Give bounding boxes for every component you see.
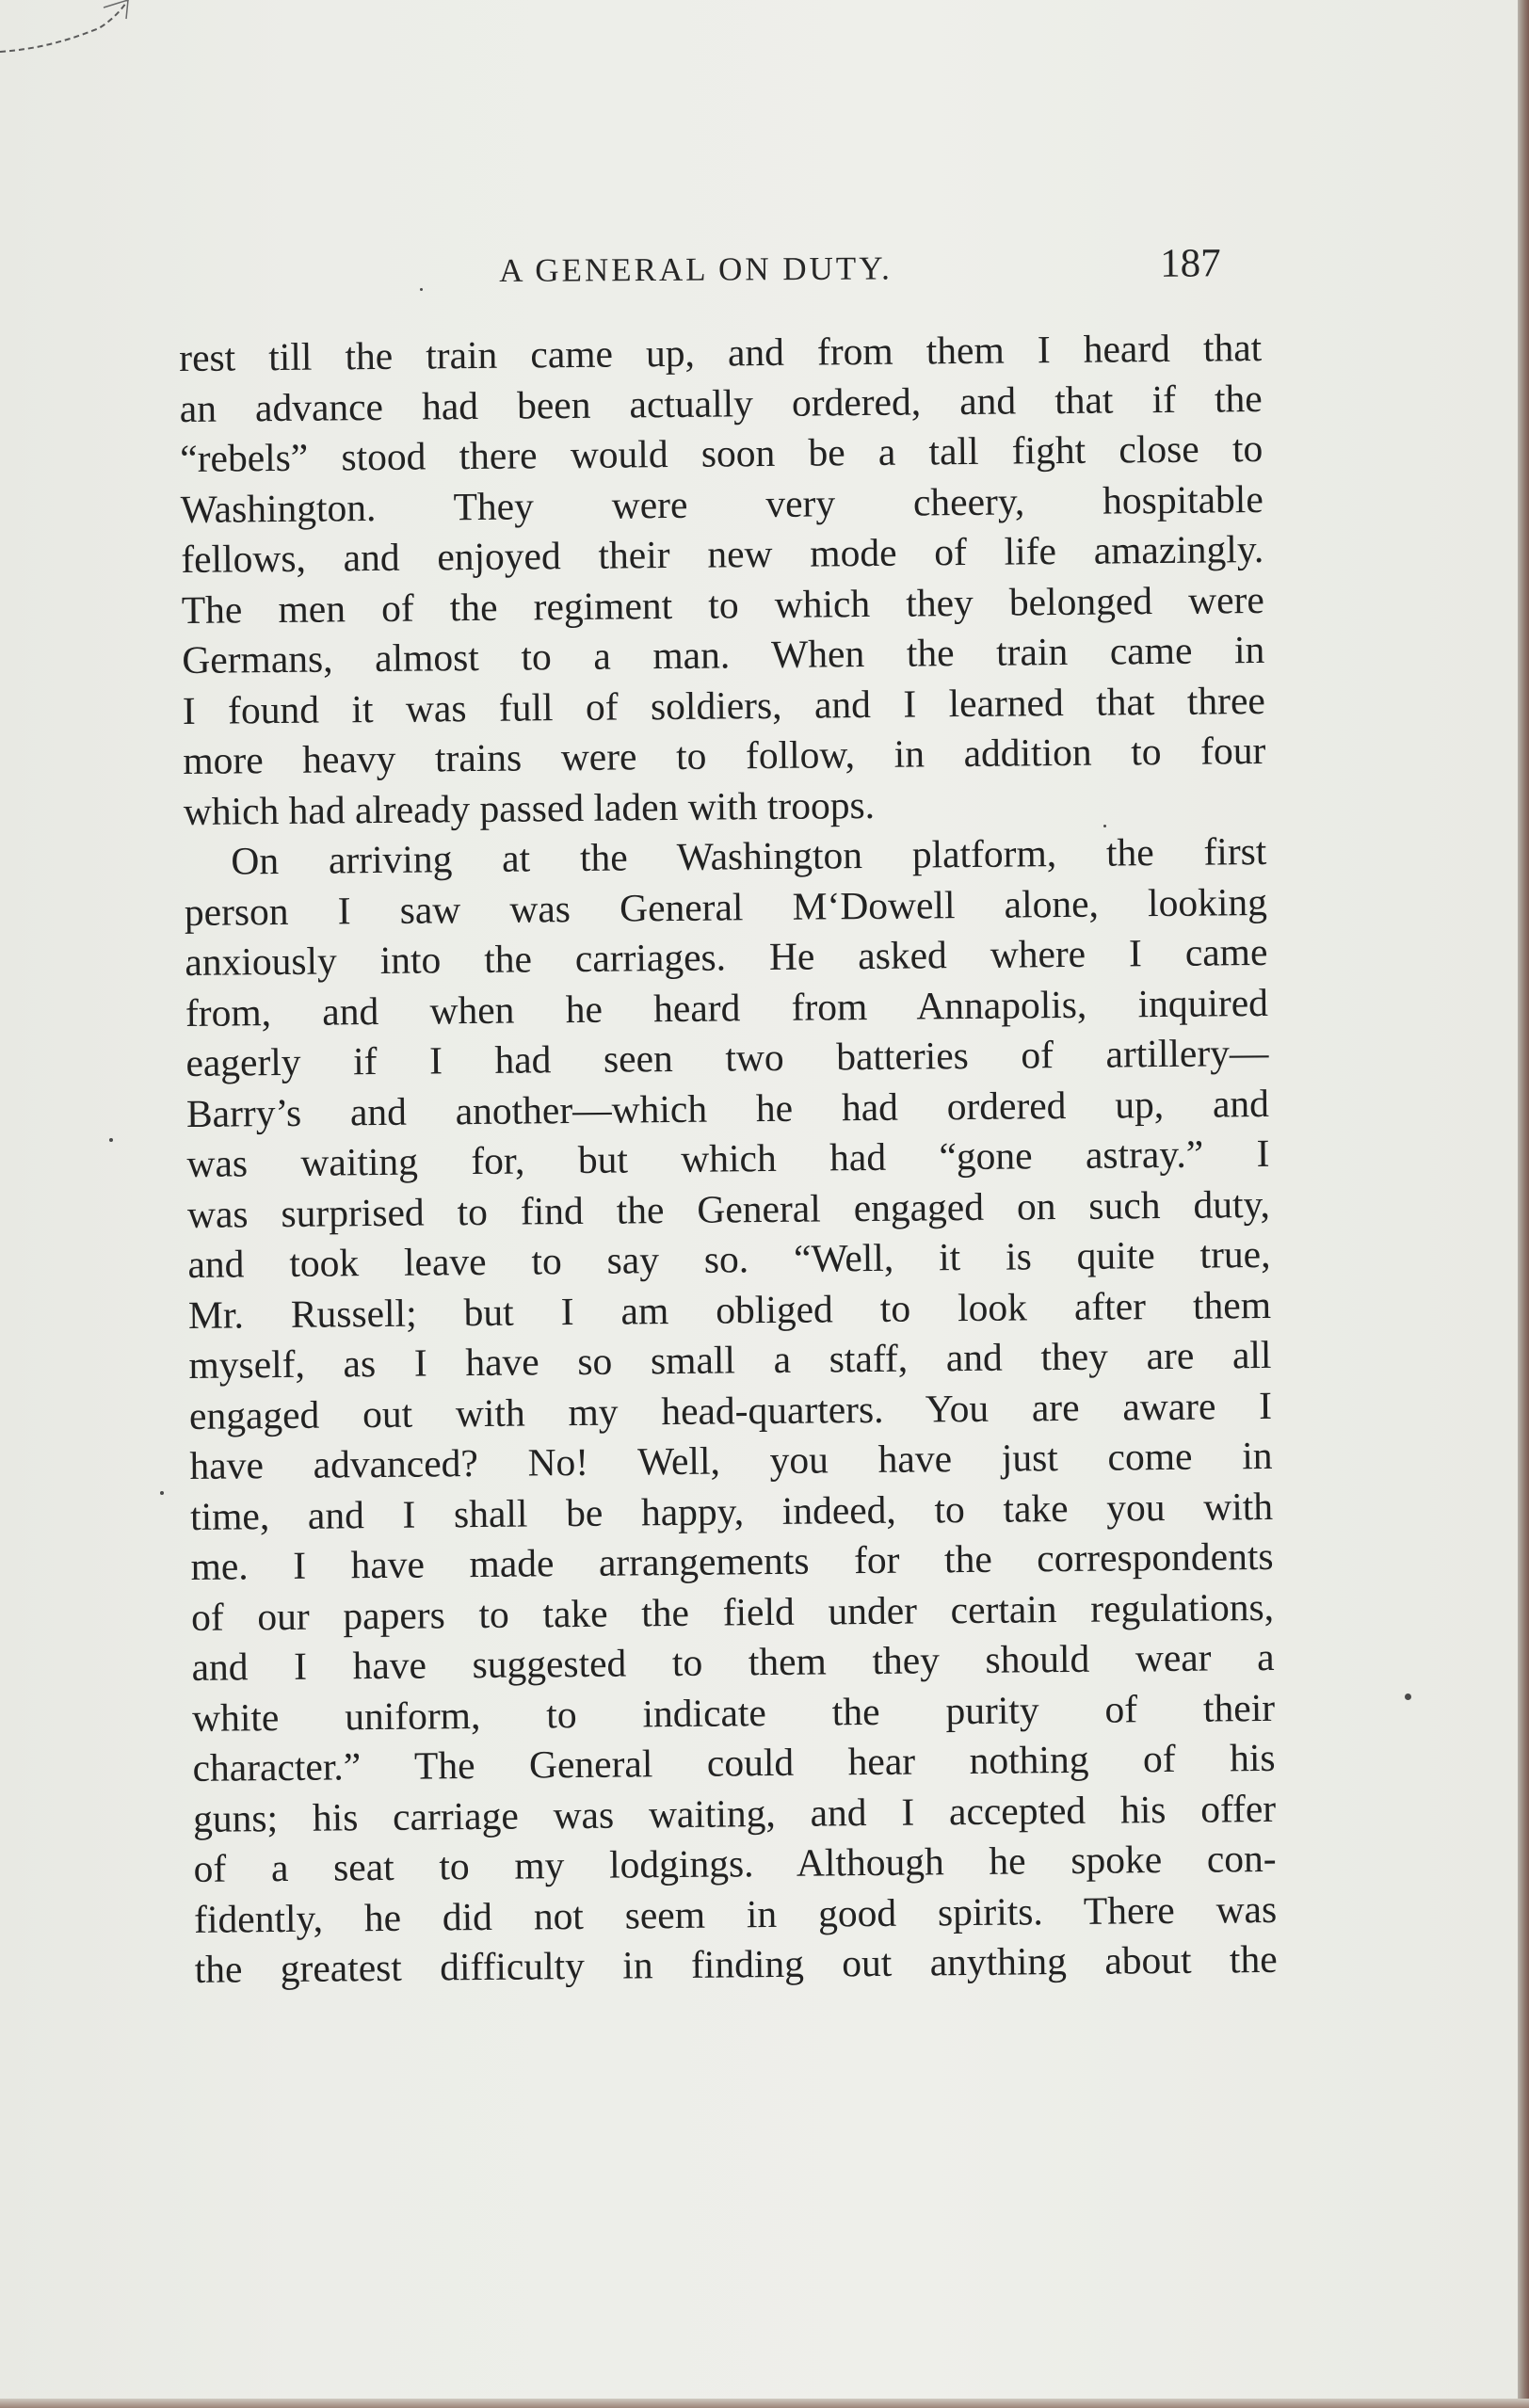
text-line: me. I have made arrangements for the correspondents [190,1533,1274,1588]
text-line: Mr. Russell; but I am obliged to look after them [187,1282,1272,1337]
text-line: Germans, almost to a man. When the train came in [182,627,1265,682]
text-line: fellows, and enjoyed their new mode of life amazingly. [181,526,1264,581]
text-line: guns; his carriage was waiting, and I accepted his offer [192,1786,1277,1840]
book-board-bottom [0,2399,1529,2408]
text-line: engaged out with my head-quarters. You are aware I [188,1383,1273,1437]
corner-tear-mark [0,0,141,66]
text-line: I found it was full of soldiers, and I learned that three [182,678,1266,732]
text-line: more heavy trains were to follow, in addition to four [183,728,1266,782]
text-line: time, and I shall be happy, indeed, to take you with [189,1484,1274,1538]
paper-speck [1405,1694,1411,1700]
text-line: The men of the regiment to which they belonged were [181,577,1264,632]
text-line: and I have suggested to them they should wear a [191,1634,1275,1689]
book-board-edge [1518,0,1529,2408]
paper-speck [109,1138,113,1142]
text-line: from, and when he heard from Annapolis, inquired [185,980,1269,1035]
text-line: Washington. They were very cheery, hospitable [180,476,1263,531]
text-line: fidently, he did not seem in good spirits. There was [193,1886,1278,1941]
running-title: A GENERAL ON DUTY. [499,249,893,289]
text-line: Barry’s and another—which he had ordered up, and [185,1081,1270,1135]
text-line: myself, as I have so small a staff, and they are all [188,1332,1272,1387]
paper-speck [420,288,423,291]
text-line: was waiting for, but which had “gone astray.” I [186,1131,1270,1185]
text-line: and took leave to say so. “Well, it is quite true, [187,1231,1271,1286]
body-text [179,323,1278,1995]
text-line: On arriving at the Washington platform, the first [231,828,1267,883]
text-line: person I saw was General M‘Dowell alone, looking [184,879,1268,934]
paper-speck [1103,825,1106,827]
text-line: “rebels” stood there would soon be a tall fight close to [180,425,1263,480]
page-header [188,240,1243,303]
text-line: the greatest difficulty in finding out anything about the [194,1936,1278,1991]
text-line: an advance had been actually ordered, and that if the [179,376,1263,430]
text-line: anxiously into the carriages. He asked where I came [185,929,1268,984]
text-line: eagerly if I had seen two batteries of artillery— [185,1030,1269,1084]
text-line: rest till the train came up, and from them I heard that [179,325,1263,379]
text-line: have advanced? No! Well, you have just come in [189,1433,1273,1487]
paper-speck [160,1491,164,1495]
text-line: which had already passed laden with troops. [183,782,876,833]
text-line: of a seat to my lodgings. Although he spoke con- [193,1836,1277,1890]
text-line: of our papers to take the field under certain regulations, [190,1584,1275,1639]
text-line: white uniform, to indicate the purity of their [191,1685,1276,1740]
text-line: character.” The General could hear nothing of his [192,1735,1276,1790]
page-number: 187 [1159,241,1221,286]
text-line: was surprised to find the General engaged on such duty, [186,1181,1271,1236]
